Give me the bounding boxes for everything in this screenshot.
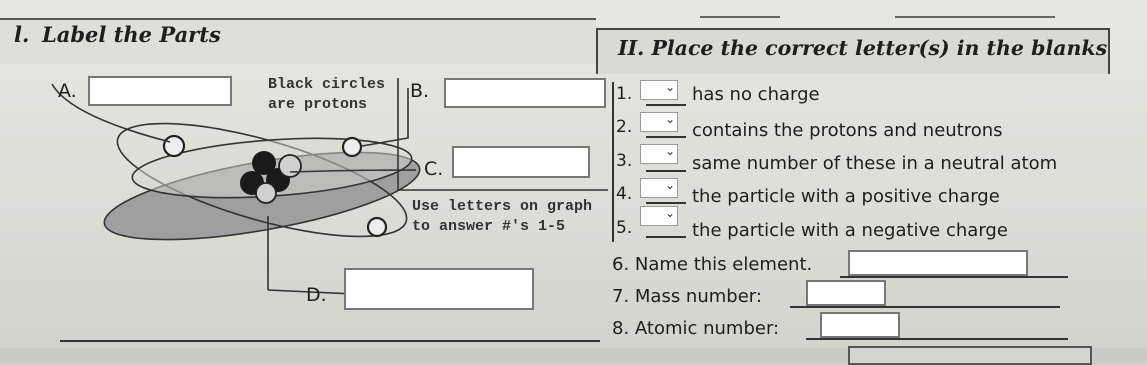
- label-b-leader: [362, 88, 408, 146]
- blank-2-text: contains the protons and neutrons: [692, 120, 1003, 141]
- blank-4-select[interactable]: [632, 178, 678, 202]
- blanks-column-divider: [612, 82, 614, 242]
- chevron-down-icon: ⌄: [664, 80, 675, 94]
- label-b-answer-box[interactable]: [444, 78, 606, 108]
- blank-5-text: the particle with a negative charge: [692, 220, 1008, 241]
- question-6-answer-box[interactable]: [848, 250, 1028, 276]
- blank-1-select[interactable]: [632, 80, 678, 104]
- chevron-down-icon: ⌄: [664, 144, 675, 158]
- top-rule-2: [895, 16, 1055, 18]
- question-8-rule: [806, 338, 1068, 340]
- question-8-answer-box[interactable]: [820, 312, 900, 338]
- neutron: [279, 155, 301, 177]
- question-7-answer-box[interactable]: [806, 280, 886, 306]
- blank-rule: [646, 236, 686, 238]
- blank-5-number: 5.: [616, 218, 633, 238]
- label-b: B.: [410, 80, 430, 102]
- blank-1-text: has no charge: [692, 84, 820, 105]
- chevron-down-icon: ⌄: [664, 178, 675, 192]
- note-black-circles-line2: are protons: [268, 96, 368, 113]
- label-d: D.: [306, 284, 327, 306]
- blank-4-text: the particle with a positive charge: [692, 186, 1000, 207]
- blank-1-number: 1.: [616, 84, 633, 104]
- electron-3: [368, 218, 386, 236]
- question-6-rule: [840, 276, 1068, 278]
- section-2-title: II. Place the correct letter(s) in the blanks: [618, 36, 1108, 60]
- blank-rule: [646, 136, 686, 138]
- question-7-rule: [790, 306, 1060, 308]
- top-rule-1: [700, 16, 780, 18]
- blank-3-number: 3.: [616, 151, 633, 171]
- label-d-answer-box[interactable]: [344, 268, 534, 310]
- electron-2: [343, 138, 361, 156]
- blank-rule: [646, 104, 686, 106]
- blank-3-text: same number of these in a neutral atom: [692, 153, 1058, 174]
- label-c: C.: [424, 158, 444, 180]
- blank-4-number: 4.: [616, 184, 633, 204]
- blank-2-select[interactable]: [632, 112, 678, 136]
- section-1-title: Label the Parts: [42, 22, 221, 47]
- question-8-text: 8. Atomic number:: [612, 318, 780, 339]
- section-divider-bottom: [60, 340, 600, 342]
- note-black-circles-line1: Black circles: [268, 76, 386, 93]
- chevron-down-icon: ⌄: [664, 112, 675, 126]
- blank-5-select[interactable]: [632, 206, 678, 230]
- blank-2-number: 2.: [616, 117, 633, 137]
- electron-1: [164, 136, 184, 156]
- label-a-answer-box[interactable]: [88, 76, 232, 106]
- roman-fragment: l.: [14, 22, 30, 47]
- note-use-letters-line2: to answer #'s 1-5: [412, 218, 566, 235]
- question-7-text: 7. Mass number:: [612, 286, 762, 307]
- chevron-down-icon: ⌄: [664, 206, 675, 220]
- neutron: [256, 183, 276, 203]
- blank-rule: [646, 170, 686, 172]
- blank-3-select[interactable]: [632, 144, 678, 168]
- label-c-answer-box[interactable]: [452, 146, 590, 178]
- bottom-edge-box: [848, 346, 1092, 365]
- proton: [252, 151, 276, 175]
- label-a: A.: [58, 80, 77, 102]
- blank-rule: [646, 202, 686, 204]
- note-use-letters-line1: Use letters on graph: [412, 198, 593, 215]
- question-6-text: 6. Name this element.: [612, 254, 813, 275]
